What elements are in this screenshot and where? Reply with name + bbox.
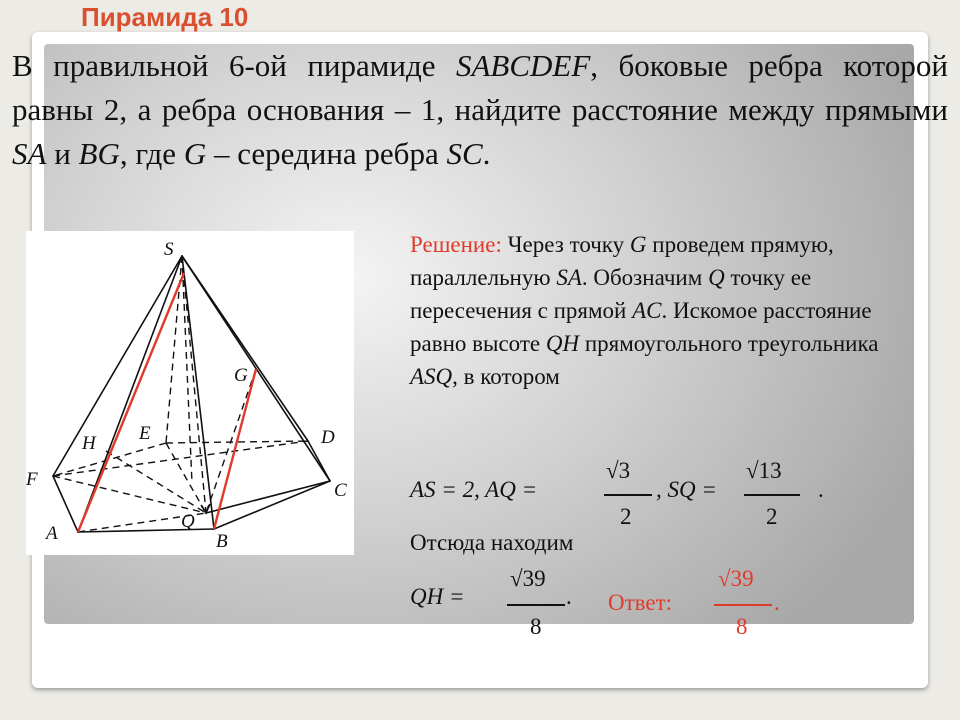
solution-part: точку ее пересечения с прямой [410, 265, 812, 323]
problem-statement [12, 44, 948, 176]
label-s: S [164, 239, 174, 260]
problem-text-2: , боковые ребра которой равны 2, а ребра основания – 1, найдите расстояние между прямыми [12, 48, 948, 127]
solution-var-sa: SA [556, 265, 582, 290]
formula-end-dot: . [818, 477, 824, 502]
formula-sq [656, 477, 717, 503]
solution-var-q: Q [708, 265, 725, 290]
line-bg: BG [78, 136, 120, 171]
qh-dot: . [566, 584, 572, 609]
edge-sc: SC [446, 136, 483, 171]
problem-text-4: , где [119, 136, 184, 171]
solution-label: Решение: [410, 232, 502, 257]
edge-sf [53, 256, 182, 476]
solution-part: проведем прямую, параллельную [410, 232, 834, 290]
solution-var-ac: AC [632, 298, 662, 323]
pyramid-name: SABCDEF [455, 48, 591, 83]
solution-part: прямоугольного треугольника [579, 331, 879, 356]
line-fq [53, 476, 206, 513]
sq-denominator: 2 [766, 504, 778, 529]
formula-as-text: AS = 2, AQ = [410, 477, 538, 502]
qh-denominator: 8 [530, 614, 542, 639]
sq-fraction-bar [744, 494, 800, 496]
answer-label: Ответ: [608, 590, 673, 615]
point-g: G [183, 136, 207, 171]
solution-part: Через точку [501, 232, 630, 257]
label-e: E [139, 423, 151, 444]
label-h: H [82, 433, 96, 454]
label-f: F [26, 469, 38, 490]
answer-dot: . [774, 590, 780, 615]
qh-fraction-bar [507, 604, 565, 606]
solution-part: , в котором [452, 364, 560, 389]
qh-numerator: √39 [510, 566, 546, 591]
problem-text-6: . [482, 136, 491, 171]
label-b: B [216, 531, 228, 552]
edge-bc [214, 481, 330, 529]
label-g: G [234, 365, 248, 386]
problem-text-1: В правильной 6-ой пирамиде [12, 48, 456, 83]
label-q: Q [181, 511, 195, 532]
hence-text: Отсюда находим [410, 530, 574, 555]
sq-numerator: √13 [746, 458, 782, 483]
line-gq [206, 369, 256, 513]
answer-fraction-bar [714, 604, 772, 606]
aq-fraction-bar [604, 494, 652, 496]
slide-title: Пирамида 10 [81, 2, 249, 32]
solution-var-qh: QH [545, 331, 580, 356]
answer-denominator: 8 [736, 614, 748, 639]
problem-text-3: и [46, 136, 79, 171]
edge-sa [78, 256, 182, 532]
solution-part: . Искомое расстояние равно высоте [410, 298, 872, 356]
aq-denominator: 2 [620, 504, 632, 529]
formula-qh [410, 584, 465, 610]
formula-as-aq [410, 477, 537, 503]
answer-numerator: √39 [718, 566, 754, 591]
solution-text [410, 228, 930, 393]
solution-var-asq: ASQ [410, 364, 453, 389]
label-a: A [46, 523, 58, 544]
line-sq [182, 256, 206, 513]
pyramid-figure [26, 231, 354, 555]
solution-var-g: G [629, 232, 647, 257]
solution-part: . Обозначим [581, 265, 709, 290]
label-c: C [334, 480, 347, 501]
formula-sq-text: , SQ = [656, 477, 717, 502]
label-d: D [321, 427, 335, 448]
parallel-line-sa [78, 273, 184, 532]
formula-qh-text: QH = [410, 584, 465, 609]
aq-numerator: √3 [606, 458, 631, 483]
pyramid-diagram [26, 231, 354, 555]
problem-text-5: – середина ребра [206, 136, 447, 171]
height-so [182, 256, 192, 483]
line-sa: SA [12, 136, 47, 171]
